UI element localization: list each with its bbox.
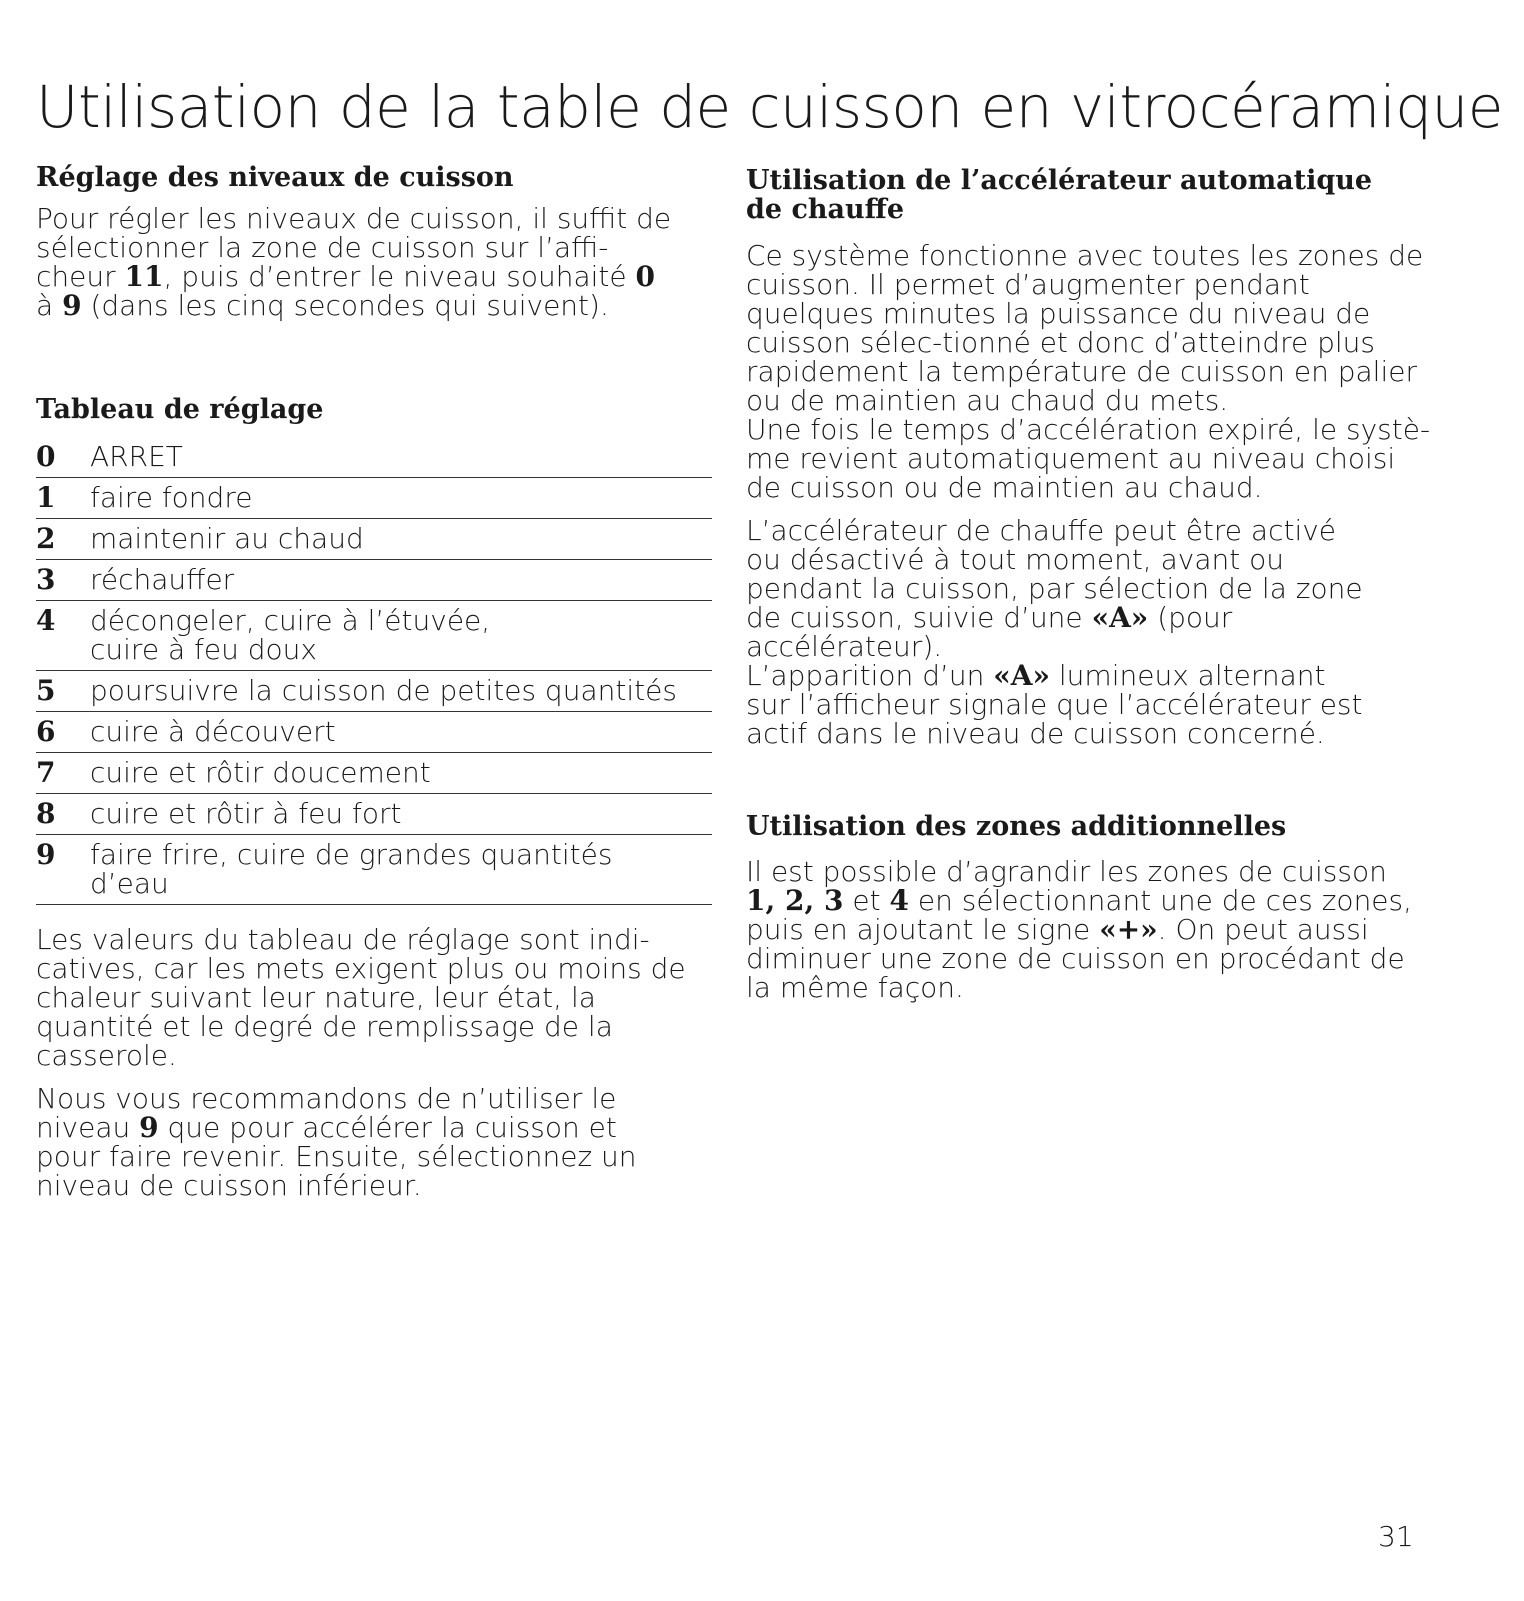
paragraph-reglage: Pour régler les niveaux de cuisson, il suffit de sélectionner la zone de cuisson sur l’affi-cheur 11, puis d’entrer le niveau souhaité 0 à 9 (dans les cinq secondes qui suivent). xyxy=(36,202,672,322)
page-title: Utilisation de la table de cuisson en vitrocéramique xyxy=(36,73,1503,141)
note-values: Les valeurs du tableau de réglage sont indi-catives, car les mets exigent plus ou moins de chaleur suivant leur nature, leur état, la quantité et le degré de remplissage de la casserole. xyxy=(36,923,686,1072)
levels-table xyxy=(36,442,712,905)
paragraph-accelerateur-3: L’accélérateur de chauffe peut être activé ou désactivé à tout moment, avant ou pendant la cuisson, par sélection de la zone de cuisson, suivie d’une «A» (pour accélérateur). xyxy=(746,514,1363,663)
table-row: 0 ARRET xyxy=(36,442,712,478)
table-row: 6 cuire à découvert xyxy=(36,712,712,753)
table-row: 1 faire fondre xyxy=(36,478,712,519)
page-number: 31 xyxy=(1378,1520,1414,1553)
right-column xyxy=(746,166,1436,1002)
table-row: 2 maintenir au chaud xyxy=(36,519,712,560)
heading-zones-additionnelles: Utilisation des zones additionnelles xyxy=(746,811,1287,842)
paragraph-zones: Il est possible d’agrandir les zones de cuisson 1, 2, 3 et 4 en sélectionnant une de ces zones, puis en ajoutant le signe «+». On peut aussi diminuer une zone de cuisson en procédant de la même façon. xyxy=(746,855,1413,1004)
paragraph-accelerateur-1: Ce système fonctionne avec toutes les zones de cuisson. Il permet d’augmenter pendant quelques minutes la puissance du niveau de cuisson sélec-tionné et donc d’atteindre plus rapidement la température de cuisson en palier ou de maintien au chaud du mets. xyxy=(746,239,1424,417)
table-row: 3 réchauffer xyxy=(36,560,712,601)
table-row: 4 décongeler, cuire à l’étuvée, cuire à feu doux xyxy=(36,601,712,671)
table-row: 7 cuire et rôtir doucement xyxy=(36,753,712,794)
note-recommendation: Nous vous recommandons de n’utiliser le niveau 9 que pour accélérer la cuisson et pour faire revenir. Ensuite, sélectionnez un niveau de cuisson inférieur. xyxy=(36,1082,637,1202)
heading-reglage-niveaux: Réglage des niveaux de cuisson xyxy=(36,162,514,193)
table-row: 8 cuire et rôtir à feu fort xyxy=(36,794,712,835)
paragraph-accelerateur-4: L’apparition d’un «A» lumineux alternant sur l’afficheur signale que l’accélérateur est actif dans le niveau de cuisson concerné. xyxy=(746,659,1363,750)
heading-accelerateur: Utilisation de l’accélérateur automatique de chauffe xyxy=(746,165,1373,225)
left-column xyxy=(36,163,712,1200)
paragraph-accelerateur-2: Une fois le temps d’accélération expiré, le systè-me revient automatiquement au niveau choisi de cuisson ou de maintien au chaud. xyxy=(746,413,1431,504)
heading-tableau-reglage: Tableau de réglage xyxy=(36,394,324,425)
table-row: 5 poursuivre la cuisson de petites quantités xyxy=(36,671,712,712)
table-row: 9 faire frire, cuire de grandes quantités d’eau xyxy=(36,835,712,905)
